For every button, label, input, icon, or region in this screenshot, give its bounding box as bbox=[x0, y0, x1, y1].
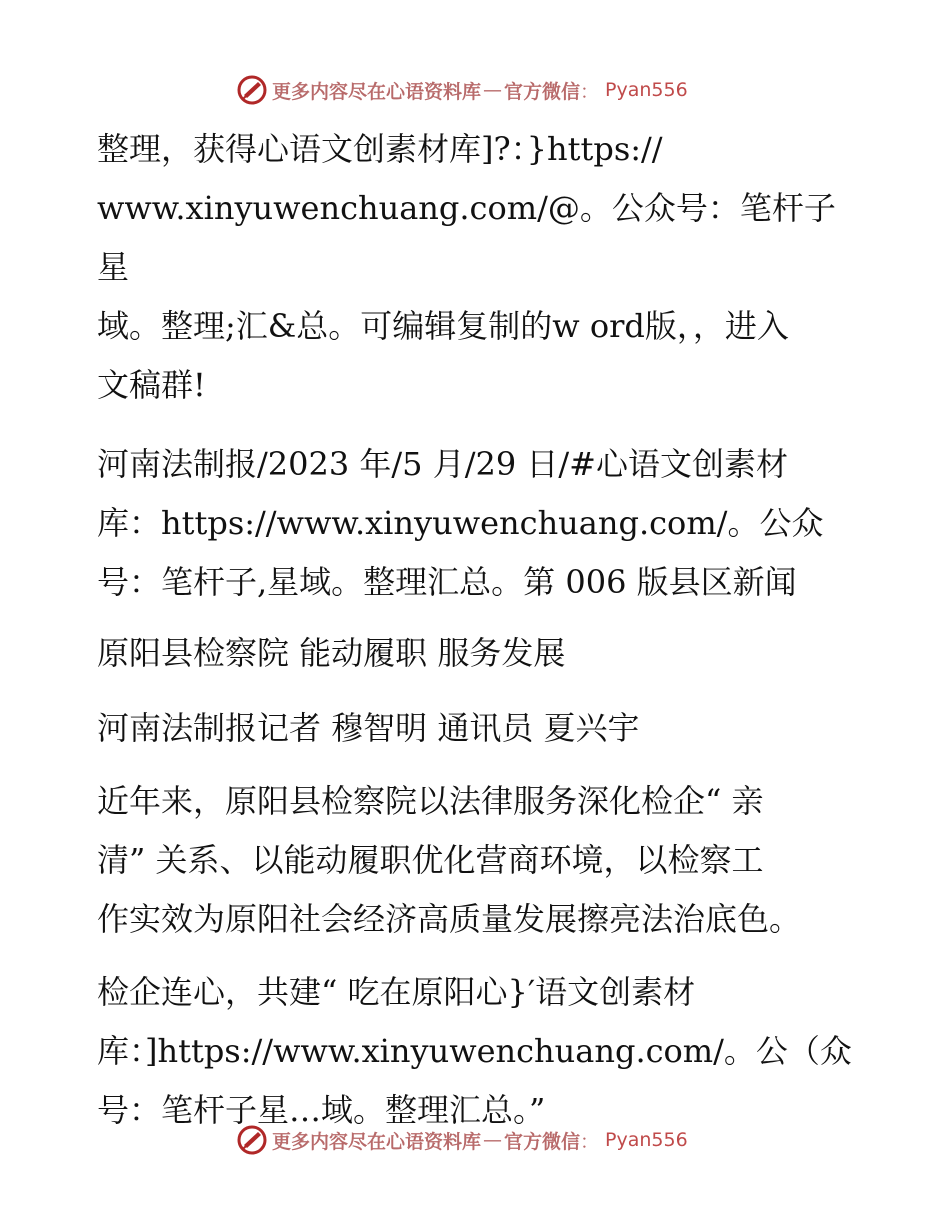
banner-wechat-label: 官方微信 bbox=[504, 80, 581, 103]
brand-logo-icon bbox=[236, 74, 268, 106]
footer-banner bbox=[236, 1123, 688, 1157]
banner-text: 更多内容尽在心语资料库 bbox=[272, 1130, 482, 1153]
text-line: 文稿群! bbox=[97, 366, 206, 404]
banner-separator: — bbox=[483, 1129, 503, 1151]
text-line: 原阳县检察院 能动履职 服务发展 bbox=[97, 634, 566, 672]
document-body bbox=[97, 120, 857, 1140]
text-line: 库：https://www.xinyuwenchuang.com/。公众 bbox=[97, 504, 824, 542]
text-line: 河南法制报记者 穆智明 通讯员 夏兴宇 bbox=[97, 709, 640, 747]
paragraph-intro bbox=[97, 120, 857, 415]
banner-colon: ： bbox=[580, 80, 600, 103]
banner-wechat-id: Pyan556 bbox=[605, 1129, 688, 1151]
banner-colon: ： bbox=[580, 1130, 600, 1153]
article-byline bbox=[97, 699, 857, 758]
text-line: 清” 关系、以能动履职优化营商环境，以检察工 bbox=[97, 841, 764, 879]
paragraph-section bbox=[97, 963, 857, 1140]
text-line: 号：笔杆子,星域。整理汇总。第 006 版县区新闻 bbox=[97, 563, 797, 601]
banner-separator: — bbox=[483, 79, 503, 101]
text-line: 作实效为原阳社会经济高质量发展擦亮法治底色。 bbox=[97, 900, 802, 938]
banner-wechat-id: Pyan556 bbox=[605, 79, 688, 101]
text-line: 整理，获得心语文创素材库]?：}https:// bbox=[97, 130, 663, 168]
article-title bbox=[97, 624, 857, 683]
text-line: www.xinyuwenchuang.com/@。公众号：笔杆子星 bbox=[97, 189, 836, 286]
text-line: 域。整理;汇&总。可编辑复制的w ord版，，进入 bbox=[97, 307, 789, 345]
banner-text: 更多内容尽在心语资料库 bbox=[272, 80, 482, 103]
text-line: 河南法制报/2023 年/5 月/29 日/#心语文创素材 bbox=[97, 445, 788, 483]
banner-wechat-label: 官方微信 bbox=[504, 1130, 581, 1153]
text-line: 库：]https://www.xinyuwenchuang.com/。公（众 bbox=[97, 1032, 852, 1070]
text-line: 近年来，原阳县检察院以法律服务深化检企“ 亲 bbox=[97, 782, 764, 820]
brand-logo-icon bbox=[236, 1124, 268, 1156]
header-banner bbox=[236, 73, 688, 107]
text-line: 号：笔杆子星…域。整理汇总。” bbox=[97, 1091, 546, 1129]
text-line: 检企连心，共建“ 吃在原阳心}′语文创素材 bbox=[97, 973, 696, 1011]
paragraph-lead bbox=[97, 772, 857, 949]
paragraph-source bbox=[97, 435, 857, 612]
